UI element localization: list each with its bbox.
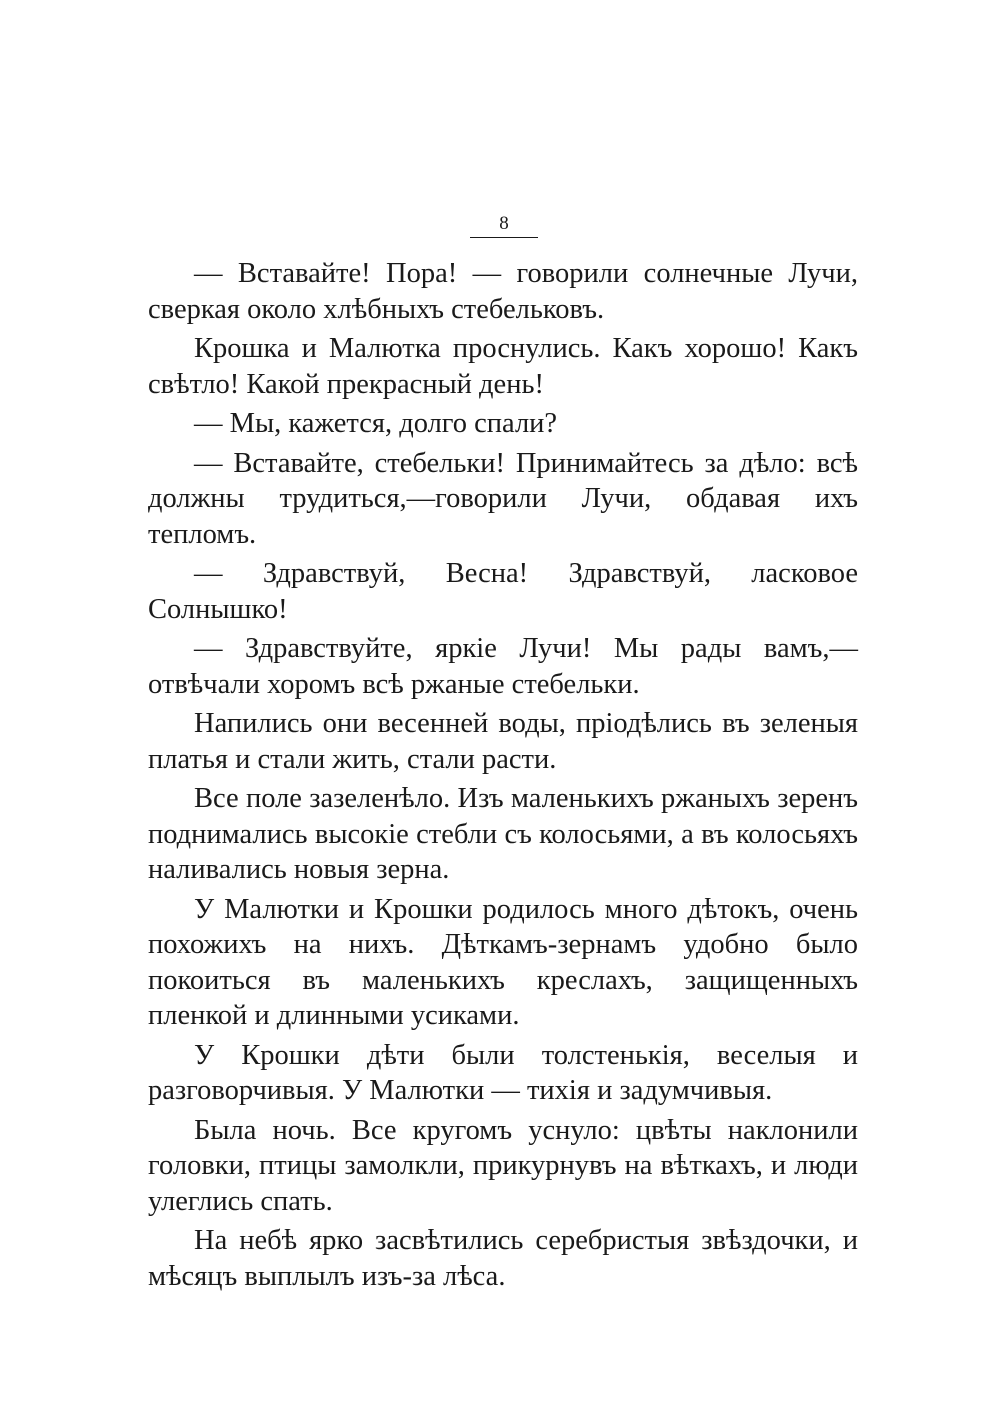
body-text xyxy=(148,256,858,1294)
page-number: 8 xyxy=(470,212,538,238)
paragraph: Все поле зазеленѣло. Изъ маленькихъ ржаныхъ зеренъ поднимались высокіе стебли съ колосьями, а въ колосьяхъ наливались новыя зерна. xyxy=(148,783,858,885)
paragraph: Напились они весенней воды, пріодѣлись въ зеленыя платья и стали жить, стали расти. xyxy=(148,708,858,775)
paragraph: — Вставайте! Пора! — говорили солнечные Лучи, сверкая около хлѣбныхъ стебельковъ. xyxy=(148,258,858,325)
paragraph: Крошка и Малютка проснулись. Какъ хорошо! Какъ свѣтло! Какой прекрасный день! xyxy=(148,333,858,400)
paragraph: — Мы, кажется, долго спали? xyxy=(194,408,558,439)
paragraph: — Здравствуйте, яркіе Лучи! Мы рады вамъ,—отвѣчали хоромъ всѣ ржаные стебельки. xyxy=(148,633,858,700)
paragraph: У Крошки дѣти были толстенькія, веселыя и разговорчивыя. У Малютки — тихія и задумчивыя. xyxy=(148,1039,858,1106)
paragraph: У Малютки и Крошки родилось много дѣтокъ, очень похожихъ на нихъ. Дѣткамъ-зернамъ удобно было покоиться въ маленькихъ креслахъ, защищенныхъ пленкой и длинными усиками. xyxy=(148,893,858,1031)
paragraph: На небѣ ярко засвѣтились серебристыя звѣздочки, и мѣсяцъ выплылъ изъ-за лѣса. xyxy=(148,1225,858,1292)
paragraph: Была ночь. Все кругомъ уснуло: цвѣты наклонили головки, птицы замолкли, прикурнувъ на вѣткахъ, и люди улеглись спать. xyxy=(148,1114,858,1217)
paragraph: — Вставайте, стебельки! Принимайтесь за дѣло: всѣ должны трудиться,—говорили Лучи, обдавая ихъ тепломъ. xyxy=(148,447,858,550)
paragraph: — Здравствуй, Весна! Здравствуй, ласковое Солнышко! xyxy=(148,558,858,625)
